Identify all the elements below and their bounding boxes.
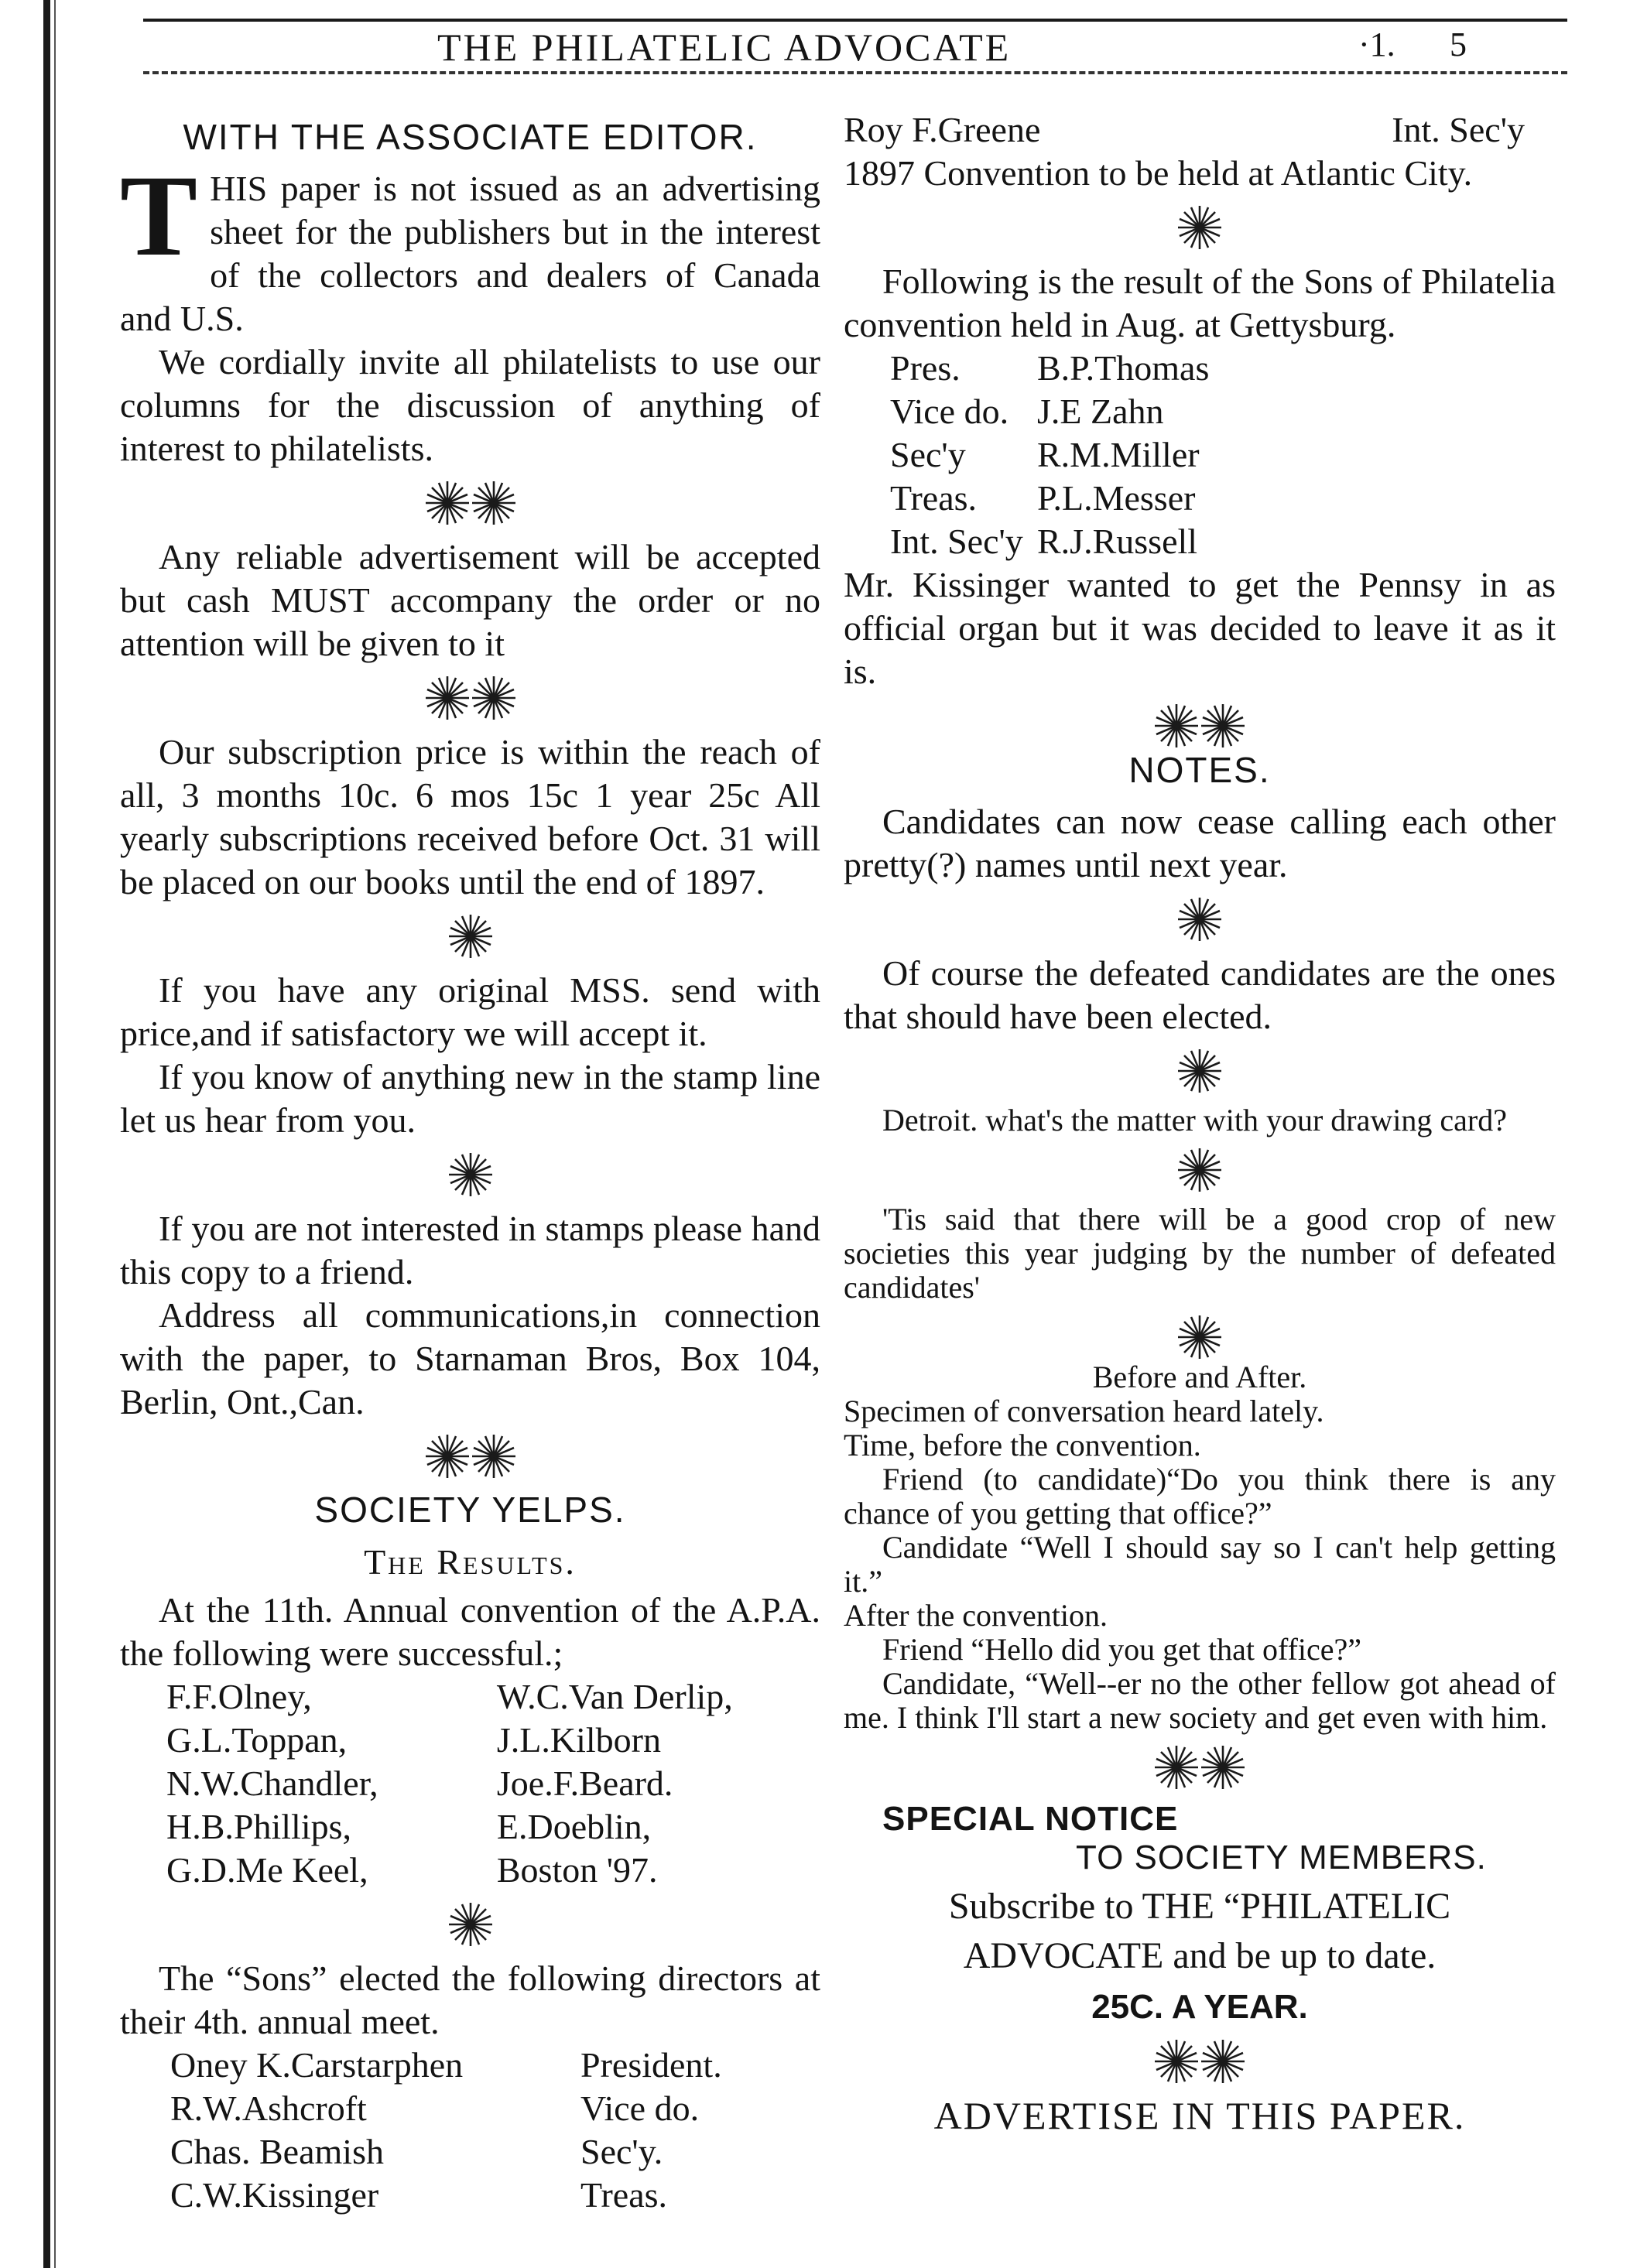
- note-candidates: Candidates can now cease calling each other pretty(?) names until next year.: [844, 802, 1556, 884]
- starburst-ornament-double: [120, 1433, 820, 1480]
- starburst-ornament: [844, 1048, 1556, 1094]
- advertise-notice: ADVERTISE IN THIS PAPER.: [933, 2094, 1466, 2137]
- society-yelps-heading: SOCIETY YELPS.: [314, 1490, 626, 1530]
- starburst-icon: [1200, 2038, 1246, 2085]
- page-left-border: [43, 0, 50, 2268]
- notes-heading: NOTES.: [1128, 750, 1271, 790]
- sons-result-paragraph: Following is the result of the Sons of Philatelia convention held in Aug. at Gettysburg.: [844, 262, 1556, 344]
- starburst-icon: [1176, 1314, 1223, 1360]
- starburst-ornament-double: [844, 703, 1556, 749]
- starburst-ornament: [844, 204, 1556, 251]
- officer-name: P.L.Messer: [1037, 478, 1196, 518]
- starburst-ornament: [844, 1314, 1556, 1360]
- int-secy-title: Int. Sec'y: [1392, 110, 1525, 149]
- officer-name: J.E Zahn: [1037, 392, 1164, 431]
- running-header: [143, 15, 1587, 70]
- to-society-members: TO SOCIETY MEMBERS.: [1076, 1839, 1487, 1876]
- starburst-ornament-double: [844, 2038, 1556, 2085]
- header-bottom-rule: [143, 71, 1567, 74]
- stamp-news-paragraph: If you know of anything new in the stamp line let us hear from you.: [120, 1057, 820, 1140]
- apa-name: G.L.Toppan,: [166, 1720, 348, 1760]
- starburst-icon: [1153, 703, 1200, 749]
- page-number: 5: [1450, 26, 1467, 63]
- before-after-heading: Before and After.: [1092, 1360, 1307, 1394]
- advertisement-paragraph: Any reliable advertisement will be accepted but cash MUST accompany the order or no attention will be given to it: [120, 537, 820, 663]
- starburst-icon: [424, 1433, 471, 1480]
- apa-name: E.Doeblin,: [496, 1807, 652, 1846]
- apa-name: F.F.Olney,: [166, 1677, 312, 1716]
- starburst-icon: [1200, 1744, 1246, 1791]
- officer-title: Treas.: [890, 478, 978, 518]
- starburst-icon: [1153, 1744, 1200, 1791]
- apa-name: J.L.Kilborn: [496, 1720, 661, 1760]
- sons-officers-list: [890, 347, 1556, 563]
- friend-paragraph: If you are not interested in stamps please hand this copy to a friend.: [120, 1209, 820, 1291]
- intro-paragraph: [120, 152, 820, 340]
- convention-1897: 1897 Convention to be held at Atlantic City.: [844, 153, 1473, 193]
- director-office: Vice do.: [580, 2088, 700, 2128]
- starburst-icon: [447, 1151, 494, 1198]
- address-paragraph: Address all communications,in connection with the paper, to Starnaman Bros, Box 104, Berlin, Ont.,Can.: [120, 1295, 820, 1421]
- header-mark: ·1.: [1358, 26, 1395, 63]
- starburst-ornament: [844, 1147, 1556, 1193]
- apa-name: W.C.Van Derlip,: [496, 1677, 733, 1716]
- kissinger-paragraph: Mr. Kissinger wanted to get the Pennsy in as official organ but it was decided to leave it as it is.: [844, 565, 1556, 691]
- apa-intro: At the 11th. Annual convention of the A.P.A. the following were successful.;: [120, 1590, 820, 1673]
- associate-editor-heading: WITH THE ASSOCIATE EDITOR.: [183, 117, 758, 157]
- starburst-icon: [1200, 703, 1246, 749]
- invite-paragraph: We cordially invite all philatelists to use our columns for the discussion of anything of interest to philatelists.: [120, 342, 820, 468]
- apa-names-list: [166, 1675, 820, 1892]
- director-office: Sec'y.: [580, 2132, 663, 2171]
- page-left-border-inner: [54, 0, 56, 2268]
- price-notice: 25C. A YEAR.: [1091, 1988, 1308, 2026]
- apa-name: H.B.Phillips,: [166, 1807, 352, 1846]
- note-new-societies: 'Tis said that there will be a good crop of new societies this year judging by the number of defeated candidates': [844, 1202, 1556, 1305]
- director-name: Chas. Beamish: [170, 2132, 384, 2171]
- starburst-icon: [1176, 1147, 1223, 1193]
- note-defeated: Of course the defeated candidates are the ones that should have been elected.: [844, 953, 1556, 1036]
- director-name: R.W.Ashcroft: [170, 2088, 367, 2128]
- officer-name: R.J.Russell: [1037, 522, 1198, 561]
- starburst-ornament-double: [120, 480, 820, 526]
- starburst-ornament: [120, 913, 820, 960]
- starburst-icon: [471, 480, 517, 526]
- director-name: C.W.Kissinger: [170, 2175, 379, 2215]
- ba-line: Friend “Hello did you get that office?”: [882, 1632, 1362, 1667]
- officer-title: Pres.: [890, 348, 961, 388]
- apa-name: N.W.Chandler,: [166, 1763, 378, 1803]
- apa-name: Boston '97.: [496, 1850, 658, 1890]
- header-top-rule: [143, 19, 1567, 22]
- starburst-icon: [1176, 896, 1223, 942]
- ba-line: Time, before the convention.: [844, 1428, 1201, 1462]
- director-name: Oney K.Carstarphen: [170, 2045, 464, 2085]
- special-notice: SPECIAL NOTICE: [882, 1800, 1179, 1838]
- header-title: THE PHILATELIC ADVOCATE: [437, 26, 1012, 69]
- starburst-icon: [447, 1901, 494, 1948]
- mss-paragraph: If you have any original MSS. send with price,and if satisfactory we will accept it.: [120, 970, 820, 1053]
- starburst-icon: [471, 1433, 517, 1480]
- ba-line: Candidate, “Well--er no the other fellow got ahead of me. I think I'll start a new society and get even with him.: [844, 1666, 1556, 1735]
- note-detroit: Detroit. what's the matter with your drawing card?: [882, 1103, 1507, 1137]
- starburst-icon: [1153, 2038, 1200, 2085]
- director-office: President.: [580, 2045, 722, 2085]
- officer-title: Vice do.: [890, 392, 1009, 431]
- int-secy-line: [844, 108, 1556, 152]
- starburst-icon: [1176, 1048, 1223, 1094]
- officer-title: Sec'y: [890, 435, 966, 474]
- officer-name: B.P.Thomas: [1037, 348, 1210, 388]
- subscription-paragraph: Our subscription price is within the reach of all, 3 months 10c. 6 mos 15c 1 year 25c All yearly subscriptions received before Oct. 31 will be placed on our books until the end of 1897.: [120, 732, 820, 901]
- starburst-ornament: [120, 1901, 820, 1948]
- results-heading: The Results.: [364, 1542, 577, 1582]
- director-office: Treas.: [580, 2175, 668, 2215]
- ba-line: After the convention.: [844, 1598, 1108, 1633]
- drop-cap: T: [120, 152, 198, 280]
- apa-name: G.D.Me Keel,: [166, 1850, 368, 1890]
- starburst-ornament: [844, 896, 1556, 942]
- starburst-icon: [447, 913, 494, 960]
- officer-name: R.M.Miller: [1037, 435, 1200, 474]
- left-column: [120, 108, 820, 2217]
- starburst-icon: [424, 480, 471, 526]
- starburst-icon: [424, 675, 471, 721]
- apa-name: Joe.F.Beard.: [496, 1763, 673, 1803]
- directors-list: [170, 2044, 820, 2217]
- ba-line: Candidate “Well I should say so I can't help getting it.”: [844, 1530, 1556, 1599]
- starburst-ornament-double: [120, 675, 820, 721]
- ba-line: Friend (to candidate)“Do you think there is any chance of you getting that office?”: [844, 1462, 1556, 1531]
- sons-intro: The “Sons” elected the following directors at their 4th. annual meet.: [120, 1958, 820, 2041]
- starburst-icon: [1176, 204, 1223, 251]
- int-secy-name: Roy F.Greene: [844, 110, 1041, 149]
- intro-text: HIS paper is not issued as an advertising sheet for the publishers but in the interest of the collectors and dealers of Canada and U.S.: [120, 169, 820, 338]
- subscribe-notice: Subscribe to THE “PHILATELIC ADVOCATE and be up to date.: [948, 1886, 1451, 1976]
- starburst-ornament: [120, 1151, 820, 1198]
- starburst-ornament-double: [844, 1744, 1556, 1791]
- ba-line: Specimen of conversation heard lately.: [844, 1394, 1324, 1428]
- officer-title: Int. Sec'y: [890, 522, 1023, 561]
- starburst-icon: [471, 675, 517, 721]
- right-column: [844, 108, 1556, 2137]
